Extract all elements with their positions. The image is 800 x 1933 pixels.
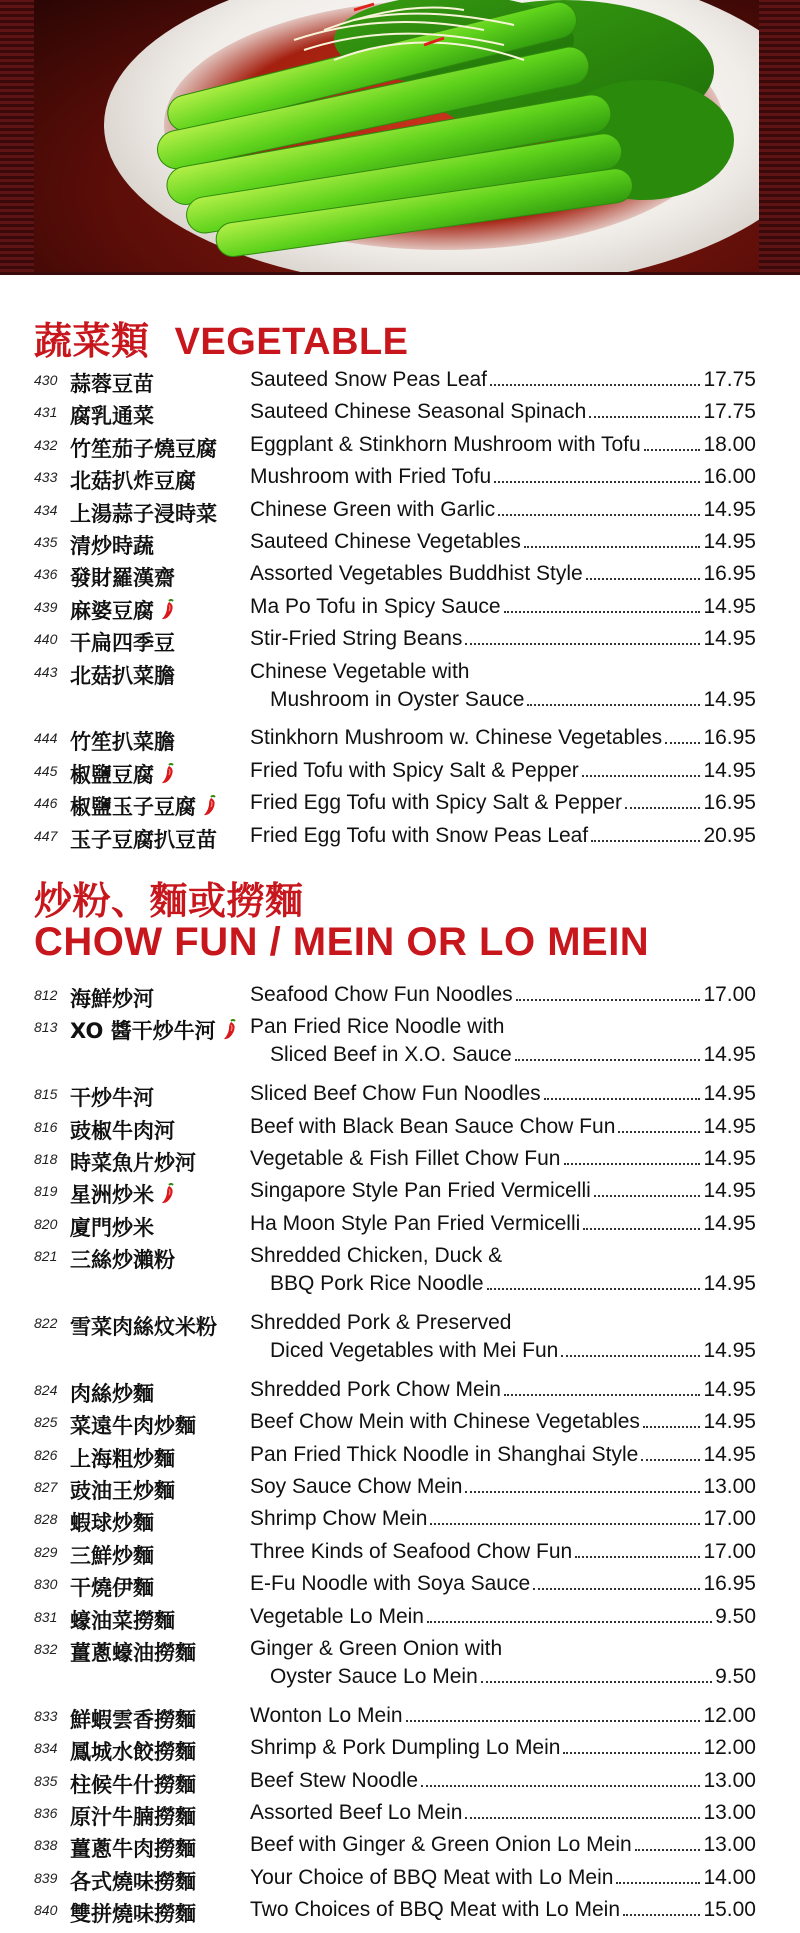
item-price: 14.95 [703,497,756,521]
item-name-zh: 竹笙扒菜膽 [70,730,175,755]
item-number: 824 [34,1381,58,1398]
item-number: 816 [34,1118,58,1135]
item-price: 14.95 [703,1410,756,1434]
menu-item [0,1767,800,1799]
dot-leader [635,1833,701,1851]
item-number: 813 [34,1019,58,1036]
dot-leader [575,1540,700,1558]
item-number: 827 [34,1479,58,1495]
chili-pepper-icon [202,795,218,817]
item-price: 14.95 [703,1114,756,1138]
section-title-zh: 蔬菜類 [34,321,150,363]
menu-item [0,1408,800,1440]
item-name-zh: 豉椒牛肉河 [70,1118,175,1143]
item-name-zh: 海鮮炒河 [70,987,154,1011]
item-number: 430 [34,372,58,388]
item-number: 825 [34,1414,58,1431]
dot-leader [465,1475,700,1493]
menu-item [0,398,800,430]
dot-leader [504,1378,700,1396]
hero-banner [0,0,800,275]
item-price: 16.95 [703,726,756,750]
item-name-en: Three Kinds of Seafood Chow Fun 17.00 [250,1539,756,1563]
dot-leader [665,726,700,744]
dot-leader [406,1704,701,1722]
item-name-en: Soy Sauce Chow Mein 13.00 [250,1475,756,1498]
dot-leader [616,1866,700,1884]
dot-leader [427,1605,712,1623]
dot-leader [533,1572,700,1590]
dot-leader [589,400,700,418]
item-name-en: E-Fu Noodle with Soya Sauce 16.95 [250,1572,756,1596]
menu-item [0,463,800,495]
menu-item [0,1864,800,1896]
dot-leader [527,688,700,706]
item-price: 14.95 [703,687,756,711]
item-price: 14.95 [703,1179,756,1203]
item-price: 14.95 [703,1339,756,1362]
dot-leader [430,1507,700,1525]
item-price: 14.95 [703,1272,756,1296]
item-price: 14.00 [703,1865,756,1889]
section-title-en: VEGETABLE [174,321,409,363]
item-price: 14.95 [703,594,756,618]
item-name-zh: 干燒伊麵 [70,1576,154,1601]
item-number: 436 [34,566,58,583]
item-number: 443 [34,663,58,680]
item-name-en: Seafood Chow Fun Noodles 17.00 [250,983,756,1006]
item-name-en: Fried Egg Tofu with Snow Peas Leaf 20.95 [250,823,756,847]
item-number: 826 [34,1446,58,1463]
menu-item [0,1177,800,1209]
menu-item [0,1702,800,1734]
item-name-en: Chinese Vegetable with [250,659,470,683]
item-name-en: Singapore Style Pan Fried Vermicelli 14.95 [250,1179,756,1203]
item-price: 14.95 [703,530,756,553]
item-name-zh: 鮮蝦雲香撈麵 [70,1707,196,1732]
item-number: 819 [34,1183,58,1200]
item-price: 12.00 [703,1703,756,1727]
dot-leader [465,1801,700,1819]
dot-leader [618,1115,700,1133]
item-name-zh: 三鮮炒麵 [70,1543,154,1568]
menu-item [0,981,800,1013]
item-number: 820 [34,1215,58,1232]
menu-item [0,593,800,625]
dot-leader [564,1147,701,1165]
item-name-en: Stir-Fried String Beans 14.95 [250,627,756,651]
dot-leader [563,1736,700,1754]
item-price: 14.95 [703,1377,756,1401]
dot-leader [487,1272,701,1290]
item-name-zh: 薑蔥蠔油撈麵 [70,1641,196,1665]
item-number: 431 [34,404,58,421]
item-name-zh: 上海粗炒麵 [70,1446,175,1471]
dot-leader [490,368,700,386]
item-name-zh: 各式燒味撈麵 [70,1869,196,1894]
item-price: 17.75 [703,400,756,424]
item-name-zh: 時菜魚片炒河 [70,1151,196,1175]
item-price: 14.95 [703,627,756,651]
menu-item [0,1473,800,1505]
dot-leader [498,498,700,516]
chili-pepper-icon [160,763,176,785]
menu-item [0,1441,800,1473]
item-name-en: Beef with Ginger & Green Onion Lo Mein 13.00 [250,1833,756,1857]
item-name-en-line2: Oyster Sauce Lo Mein 9.50 [270,1665,756,1688]
item-number: 818 [34,1151,58,1167]
dot-leader [561,1339,700,1357]
item-number: 828 [34,1511,58,1528]
item-name-en: Vegetable Lo Mein 9.50 [250,1604,756,1628]
menu-item [0,1309,800,1374]
item-name-en: Sauteed Snow Peas Leaf 17.75 [250,368,756,391]
item-price: 13.00 [703,1801,756,1824]
item-name-zh: 蒜蓉豆苗 [70,372,154,396]
menu-item [0,528,800,560]
item-name-zh: 北菇扒炸豆腐 [70,469,196,494]
item-name-zh: 清炒時蔬 [70,534,154,558]
item-number: 439 [34,598,58,615]
vegetable-illustration [124,0,744,270]
item-name-en: Two Choices of BBQ Meat with Lo Mein 15.00 [250,1898,756,1922]
item-name-zh: 北菇扒菜膽 [70,663,175,688]
item-name-zh: 椒鹽玉子豆腐 [70,791,218,821]
menu-item [0,724,800,756]
item-name-en: Beef with Black Bean Sauce Chow Fun 14.95 [250,1114,756,1138]
item-price: 16.00 [703,465,756,489]
item-name-en-line2: BBQ Pork Rice Noodle 14.95 [270,1272,756,1296]
chili-pepper-icon [160,1183,176,1205]
item-price: 13.00 [703,1475,756,1498]
item-price: 14.95 [703,1043,756,1067]
item-number: 831 [34,1608,58,1625]
menu-item [0,1080,800,1112]
item-name-en: Sliced Beef Chow Fun Noodles 14.95 [250,1082,756,1106]
item-name-en: Stinkhorn Mushroom w. Chinese Vegetables 16.95 [250,726,756,750]
item-number: 839 [34,1869,58,1886]
menu-item [0,366,800,398]
item-number: 838 [34,1837,58,1854]
item-name-en: Shredded Pork & Preserved [250,1311,512,1334]
dot-leader [582,759,701,777]
item-number: 840 [34,1902,58,1919]
item-number: 435 [34,534,58,550]
item-name-zh: 玉子豆腐扒豆苗 [70,827,217,852]
dot-leader [583,1212,700,1230]
item-name-zh: 柱候牛什撈麵 [70,1772,196,1797]
item-name-zh: 發財羅漢齋 [70,566,175,591]
item-name-zh: 上湯蒜子浸時菜 [70,501,217,526]
item-price: 14.95 [703,758,756,782]
dot-leader [625,791,700,809]
item-name-zh: 星洲炒米 [70,1179,176,1209]
menu-item [0,1242,800,1307]
menu-item [0,1113,800,1145]
menu-item [0,1376,800,1408]
item-name-zh: XO 醬干炒牛河 [70,1015,238,1045]
item-name-en: Shredded Chicken, Duck & [250,1244,503,1268]
item-price: 18.00 [703,432,756,456]
menu-item [0,757,800,789]
item-name-en: Vegetable & Fish Fillet Chow Fun 14.95 [250,1147,756,1170]
item-name-en: Eggplant & Stinkhorn Mushroom with Tofu 18.00 [250,432,756,456]
dish-photo [34,0,759,272]
item-name-en: Assorted Vegetables Buddhist Style 16.95 [250,562,756,586]
menu-item [0,560,800,592]
item-price: 13.00 [703,1833,756,1857]
dot-leader [591,824,700,842]
item-name-zh: 原汁牛腩撈麵 [70,1805,196,1829]
item-number: 834 [34,1740,58,1757]
item-number: 812 [34,987,58,1003]
item-name-zh: 干炒牛河 [70,1086,154,1111]
item-number: 434 [34,501,58,518]
item-name-en: Wonton Lo Mein 12.00 [250,1703,756,1727]
menu-item [0,1505,800,1537]
item-name-zh: 椒鹽豆腐 [70,759,176,789]
item-price: 15.00 [703,1898,756,1922]
dot-leader [481,1665,712,1683]
menu-item [0,1145,800,1177]
item-name-en: Beef Stew Noodle 13.00 [250,1768,756,1792]
menu-item [0,789,800,821]
item-name-zh: 雙拼燒味撈麵 [70,1902,196,1927]
menu-item [0,1799,800,1831]
item-number: 830 [34,1576,58,1593]
dot-leader [594,1179,701,1197]
dot-leader [623,1898,700,1916]
item-price: 17.75 [703,368,756,391]
dot-leader [524,530,701,548]
item-price: 16.95 [703,562,756,586]
item-name-zh: 干扁四季豆 [70,631,175,656]
item-name-en: Sauteed Chinese Vegetables 14.95 [250,530,756,553]
item-name-en: Mushroom with Fried Tofu 16.00 [250,465,756,489]
dot-leader [421,1769,700,1787]
item-price: 20.95 [703,823,756,847]
dot-leader [641,1443,700,1461]
item-name-en: Sauteed Chinese Seasonal Spinach 17.75 [250,400,756,424]
menu-item [0,1896,800,1928]
item-name-en: Fried Tofu with Spicy Salt & Pepper 14.95 [250,758,756,782]
item-number: 444 [34,730,58,747]
item-name-zh: 腐乳通菜 [70,404,154,429]
item-name-en: Fried Egg Tofu with Spicy Salt & Pepper 16.95 [250,791,756,815]
item-name-zh: 三絲炒瀨粉 [70,1248,175,1273]
item-number: 835 [34,1772,58,1789]
item-price: 9.50 [715,1665,756,1688]
item-name-en: Shredded Pork Chow Mein 14.95 [250,1377,756,1401]
dot-leader [643,1410,701,1428]
item-number: 432 [34,436,58,453]
item-number: 433 [34,469,58,486]
menu-item [0,1538,800,1570]
chili-pepper-icon [222,1019,238,1041]
item-name-en: Ha Moon Style Pan Fried Vermicelli 14.95 [250,1211,756,1235]
menu-item [0,431,800,463]
dot-leader [516,983,701,1001]
item-name-en: Pan Fried Thick Noodle in Shanghai Style 14.95 [250,1442,756,1466]
item-number: 821 [34,1248,58,1265]
item-number: 815 [34,1086,58,1103]
item-name-zh: 麻婆豆腐 [70,595,176,625]
item-name-en: Shrimp Chow Mein 17.00 [250,1507,756,1531]
item-price: 14.95 [703,1211,756,1235]
menu-item [0,1013,800,1078]
item-name-en: Chinese Green with Garlic 14.95 [250,497,756,521]
item-name-en: Your Choice of BBQ Meat with Lo Mein 14.00 [250,1865,756,1889]
section-title-en: CHOW FUN / MEIN OR LO MEIN [34,920,650,964]
dot-leader [544,1082,701,1100]
menu-item [0,658,800,723]
item-name-zh: 鳳城水餃撈麵 [70,1740,196,1765]
dot-leader [515,1043,701,1061]
menu-item [0,1570,800,1602]
menu-item [0,625,800,657]
item-name-zh: 蝦球炒麵 [70,1511,154,1536]
item-price: 14.95 [703,1082,756,1106]
item-name-zh: 豉油王炒麵 [70,1479,175,1503]
item-name-zh: 肉絲炒麵 [70,1381,154,1406]
item-price: 17.00 [703,1507,756,1531]
item-name-zh: 雪菜肉絲炆米粉 [70,1315,217,1339]
menu-item [0,1831,800,1863]
item-number: 445 [34,762,58,779]
item-name-en: Ma Po Tofu in Spicy Sauce 14.95 [250,594,756,618]
item-number: 836 [34,1805,58,1821]
dot-leader [586,562,701,580]
item-name-en-line2: Mushroom in Oyster Sauce 14.95 [270,687,756,711]
item-number: 822 [34,1315,58,1331]
item-price: 16.95 [703,791,756,815]
item-name-en-line2: Sliced Beef in X.O. Sauce 14.95 [270,1043,756,1067]
menu-item [0,1603,800,1635]
item-number: 832 [34,1641,58,1657]
menu-item [0,1635,800,1700]
item-price: 17.00 [703,1539,756,1563]
item-name-en: Beef Chow Mein with Chinese Vegetables 14.95 [250,1410,756,1434]
item-name-zh: 菜遠牛肉炒麵 [70,1414,196,1439]
item-price: 9.50 [715,1604,756,1628]
item-price: 14.95 [703,1147,756,1170]
item-name-en: Pan Fried Rice Noodle with [250,1015,505,1039]
item-name-zh: 廈門炒米 [70,1215,154,1240]
item-number: 833 [34,1707,58,1724]
dot-leader [504,595,701,613]
item-number: 447 [34,827,58,844]
item-name-en-line2: Diced Vegetables with Mei Fun 14.95 [270,1339,756,1362]
menu-item [0,1210,800,1242]
section-title-vegetable [34,310,409,365]
item-price: 14.95 [703,1442,756,1466]
menu-item [0,1734,800,1766]
section-title-zh: 炒粉、麵或撈麵 [34,881,304,923]
item-name-en: Ginger & Green Onion with [250,1637,503,1660]
menu-item [0,822,800,854]
item-price: 17.00 [703,983,756,1006]
dot-leader [465,627,700,645]
item-name-zh: 蠔油菜撈麵 [70,1608,175,1633]
item-price: 12.00 [703,1736,756,1760]
item-number: 440 [34,631,58,648]
item-name-zh: 薑蔥牛肉撈麵 [70,1837,196,1862]
item-name-en: Assorted Beef Lo Mein 13.00 [250,1801,756,1824]
item-number: 446 [34,795,58,812]
item-name-zh: 竹笙茄子燒豆腐 [70,436,217,461]
item-price: 13.00 [703,1768,756,1792]
item-price: 16.95 [703,1572,756,1596]
dot-leader [494,465,700,483]
item-number: 829 [34,1543,58,1560]
menu-item [0,496,800,528]
chili-pepper-icon [160,599,176,621]
item-name-en: Shrimp & Pork Dumpling Lo Mein 12.00 [250,1736,756,1760]
dot-leader [644,433,701,451]
